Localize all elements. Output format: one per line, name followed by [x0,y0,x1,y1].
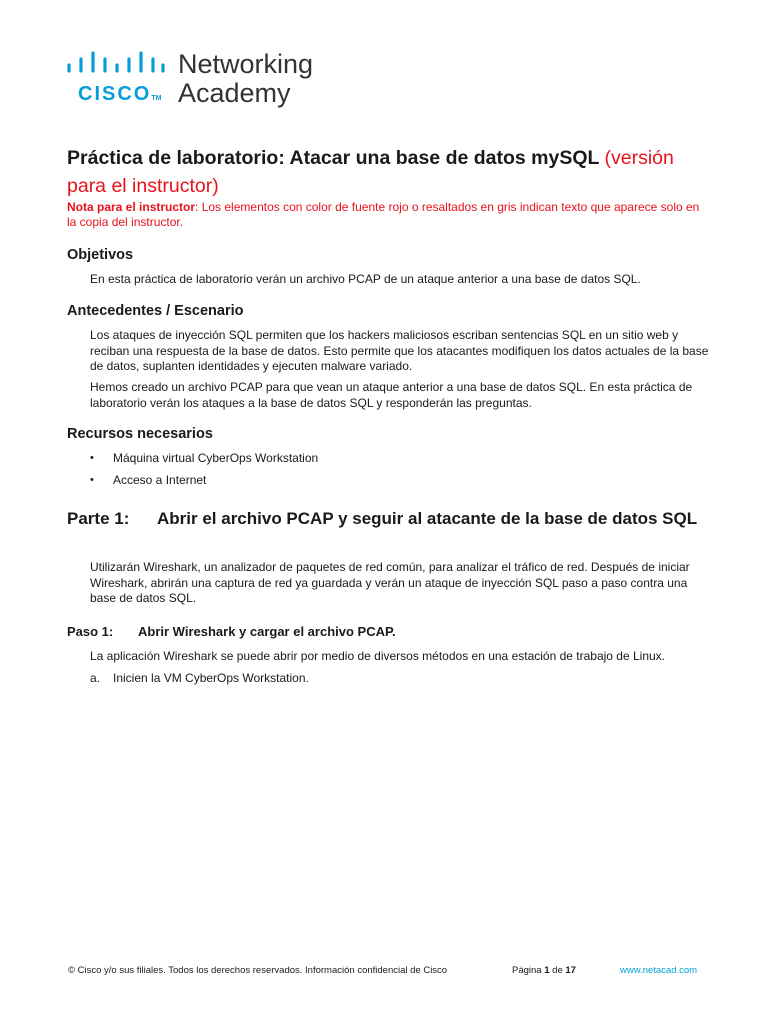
title-main: Práctica de laboratorio: Atacar una base de datos mySQL [67,147,600,169]
objectives-heading: Objetivos [67,247,134,263]
step-number: Paso 1: [67,624,114,639]
footer-url-link[interactable]: www.netacad.com [620,965,698,976]
title-version: (versión para el instructor) [67,147,674,197]
cisco-networking-academy-logo [66,50,336,112]
background-paragraph-2: Hemos creado un archivo PCAP para que vean un ataque anterior a una base de datos SQL. En esta práctica de laboratorio verán los ataques a la base de datos SQL y responderán las preguntas. [90,380,693,410]
cisco-bars-icon [66,50,166,76]
logo-line-1: Networking [178,49,314,79]
step-1-text: La aplicación Wireshark se puede abrir por medio de diversos métodos en una estación de trabajo de Linux. [90,649,666,663]
document-title [67,144,717,200]
logo-text [178,50,313,108]
footer-copyright: © Cisco y/o sus filiales. Todos los derechos reservados. Información confidencial de Cisco [68,965,448,976]
substep-text: Inicien la VM CyberOps Workstation. [113,671,309,685]
part-1-text: Utilizarán Wireshark, un analizador de paquetes de red común, para analizar el tráfico de red. Después de iniciar Wireshark, abrirán una captura de red ya guardada y verán un ataque de inyección SQL paso a paso contra una base de datos SQL. [90,560,690,605]
instructor-note [67,200,707,230]
background-heading: Antecedentes / Escenario [67,303,244,319]
part-title: Abrir el archivo PCAP y seguir al atacante de la base de datos SQL [157,509,698,528]
step-1-heading [67,624,396,639]
cisco-wordmark: CISCOTM [78,83,162,105]
objectives-text: En esta práctica de laboratorio verán un archivo PCAP de un ataque anterior a una base de datos SQL. [90,272,641,286]
resources-list [90,451,318,495]
footer-page-number: Página 1 de 17 [512,965,576,976]
logo-line-2: Academy [178,78,291,108]
background-paragraph-1: Los ataques de inyección SQL permiten que los hackers maliciosos escriban sentencias SQL en un sitio web y reciban una respuesta de la base de datos. Esto permite que los atacantes modifiquen los datos actuales de la base de datos, suplanten identidades y ejecuten malware variado. [90,328,709,373]
substep-letter: a. [90,671,101,685]
part-number: Parte 1: [67,509,130,528]
list-item: • Acceso a Internet [90,473,318,495]
step-1-substep-a [90,671,309,685]
instructor-note-text: : Los elementos con color de fuente rojo o resaltados en gris indican texto que aparece solo en la copia del instructor. [67,200,700,229]
instructor-note-label: Nota para el instructor [67,200,196,214]
step-title: Abrir Wireshark y cargar el archivo PCAP. [138,624,396,639]
list-item: • Máquina virtual CyberOps Workstation [90,451,318,473]
resources-heading: Recursos necesarios [67,426,213,442]
